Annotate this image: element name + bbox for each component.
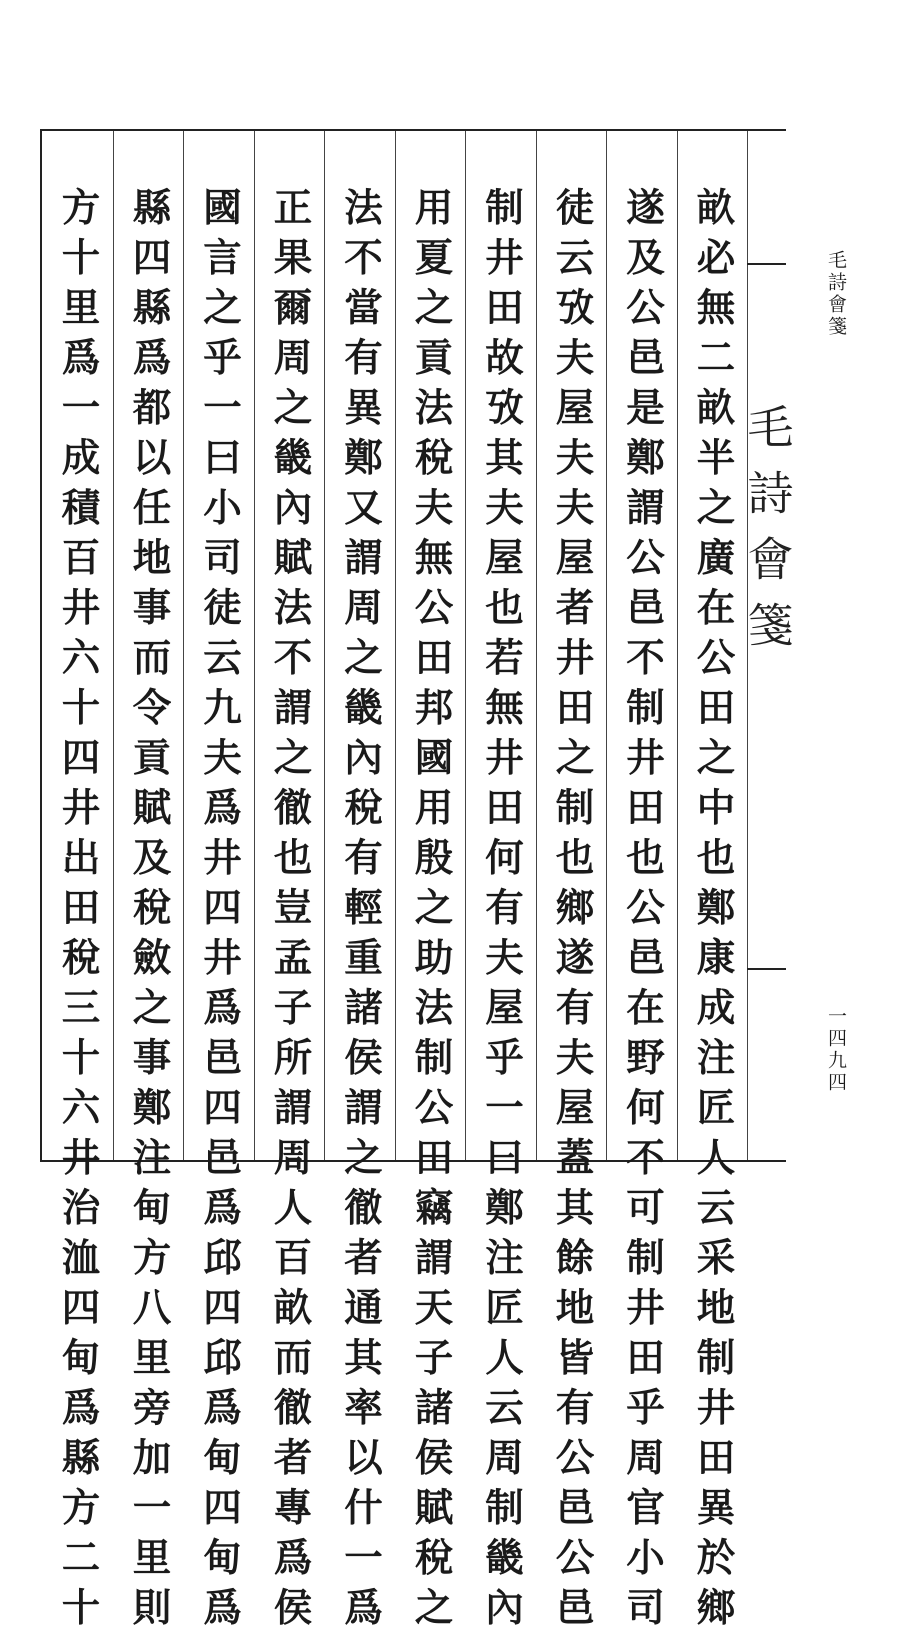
text-column [113, 131, 184, 1637]
text-column [395, 131, 466, 1637]
text-columns [42, 131, 747, 1637]
spine-divider-bottom [747, 968, 786, 970]
spine-divider-top [747, 263, 786, 265]
spine-title: 毛詩會箋 [740, 403, 795, 667]
column-text: 遂及公邑是鄭謂公邑不制井田也公邑在野何不可制井田乎周官小司 [620, 187, 665, 1637]
text-column [465, 131, 536, 1637]
column-text: 徒云攷夫屋夫夫屋者井田之制也鄉遂有夫屋蓋其餘地皆有公邑公邑 [549, 187, 595, 1637]
column-text: 制井田故攷其夫屋也若無井田何有夫屋乎一曰鄭注匠人云周制畿內 [479, 187, 524, 1637]
column-text: 縣四縣爲都以任地事而令貢賦及稅斂之事鄭注甸方八里旁加一里則 [126, 187, 172, 1637]
running-title: 毛詩會箋 [825, 250, 847, 338]
text-column [183, 131, 254, 1637]
column-text: 方十里爲一成積百井六十四井出田稅三十六井治洫四甸爲縣方二十 [55, 187, 101, 1637]
text-column [606, 131, 677, 1637]
text-column [536, 131, 607, 1637]
text-column [42, 131, 113, 1637]
column-text: 用夏之貢法稅夫無公田邦國用殷之助法制公田竊謂天子諸侯賦稅之 [408, 187, 454, 1637]
text-column [254, 131, 325, 1637]
column-text: 畝必無二畝半之廣在公田之中也鄭康成注匠人云采地制井田異於鄉 [690, 187, 736, 1637]
book-spine [740, 131, 795, 1160]
text-column [677, 131, 748, 1637]
page-number: 一四九四 [825, 1006, 847, 1094]
text-column [324, 131, 395, 1637]
column-text: 法不當有異鄭又謂周之畿內稅有輕重諸侯謂之徹者通其率以什一爲 [338, 187, 383, 1637]
column-text: 國言之乎一曰小司徒云九夫爲井四井爲邑四邑爲邱四邱爲甸四甸爲 [197, 187, 242, 1637]
column-text: 正果爾周之畿內賦法不謂之徹也豈孟子所謂周人百畝而徹者專爲侯 [267, 187, 313, 1637]
